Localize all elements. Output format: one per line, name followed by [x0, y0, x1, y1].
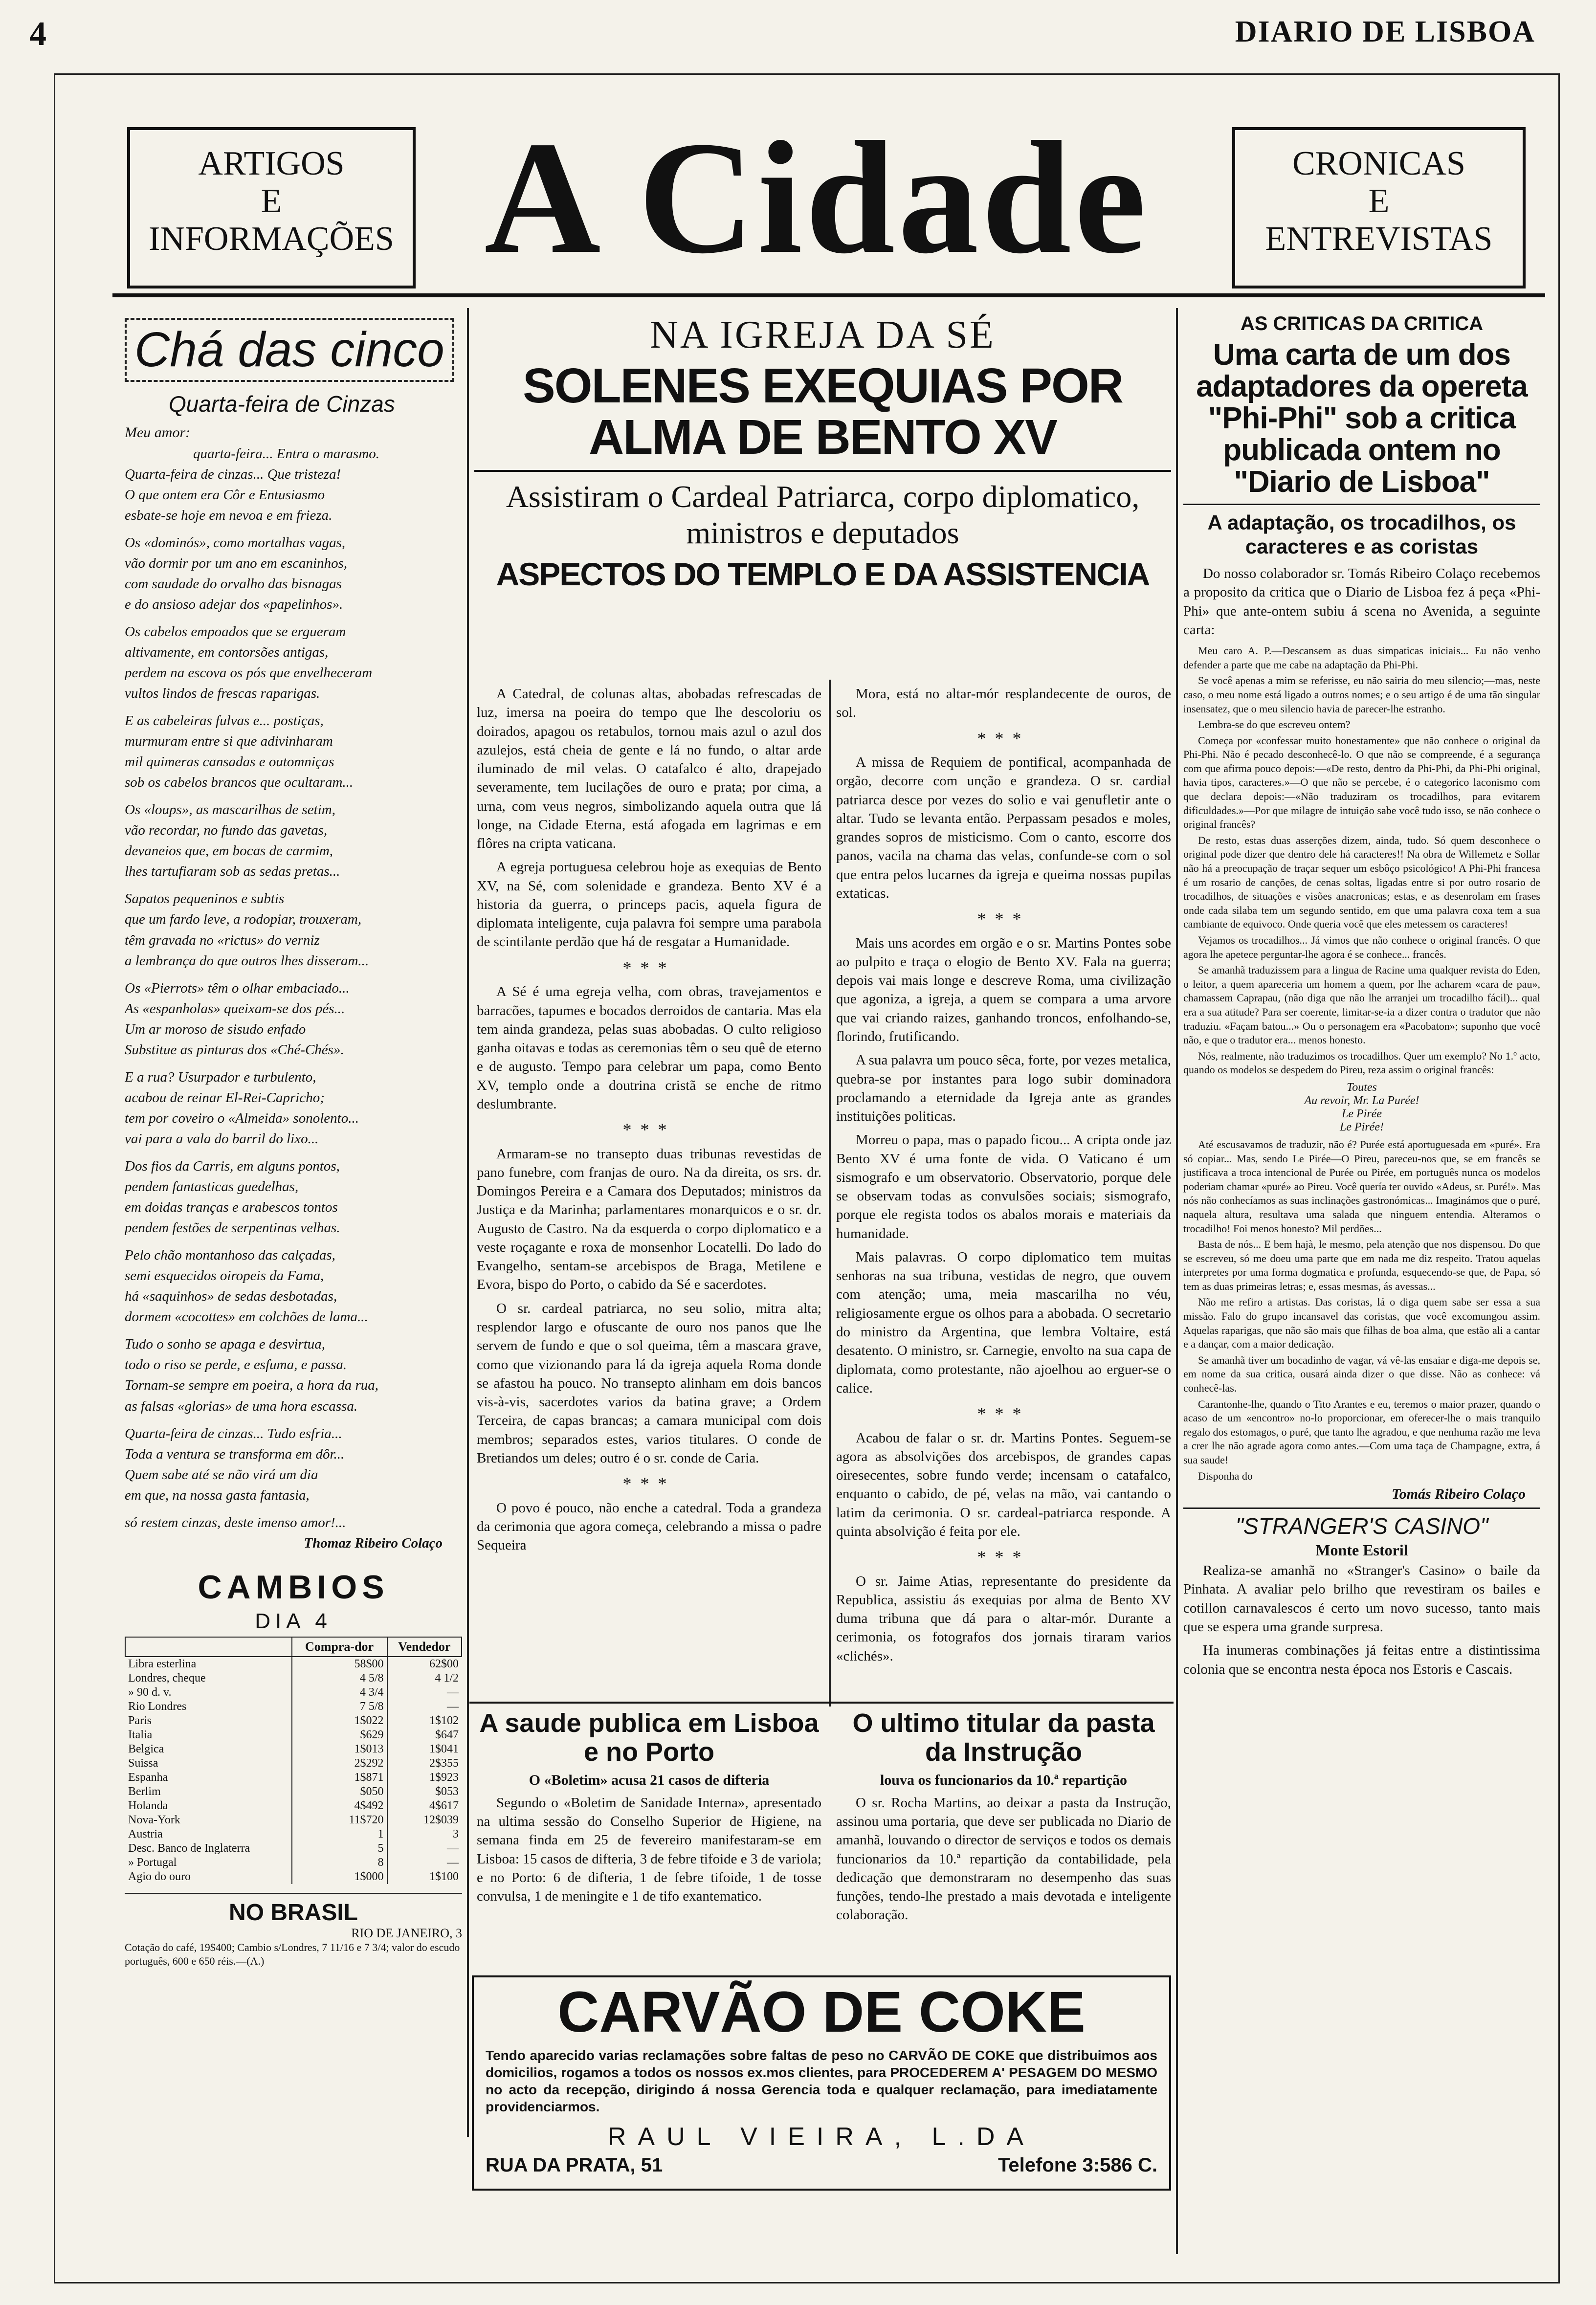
critica-letter-paragraph: Lembra-se do que escreveu ontem?: [1198, 718, 1351, 731]
cambios-buy-rate: 2$292: [292, 1756, 387, 1771]
critica-subhead: A adaptação, os trocadilhos, os caracteres e as coristas: [1207, 511, 1516, 558]
critica-verse-line: Le Pirée: [1342, 1107, 1382, 1120]
masthead-title: A Cidade: [484, 109, 1149, 287]
cambios-buy-rate: $050: [292, 1785, 387, 1799]
exequias-paragraph: ***: [622, 1474, 676, 1494]
cambios-row: [125, 1771, 462, 1785]
cambios-currency: » Portugal: [128, 1856, 177, 1869]
titular-subhead: louva os funcionarios da 10.ª repartição: [880, 1772, 1128, 1788]
cambios-currency: Libra esterlina: [128, 1657, 197, 1670]
poem-line: pendem fantasticas guedelhas,: [125, 1179, 299, 1195]
cambios-sell-rate: 1$102: [387, 1714, 462, 1728]
cambios-table: [125, 1637, 462, 1884]
cambios-sell-rate: —: [387, 1841, 462, 1856]
cambios-buy-rate: $629: [292, 1728, 387, 1742]
cambios-section: [125, 1568, 462, 1884]
poem-line: devaneios que, em bocas de carmim,: [125, 843, 333, 859]
poem-line: têm gravada no «rictus» do verniz: [125, 932, 320, 948]
cambios-buy-rate: 5: [292, 1841, 387, 1856]
critica-letter-paragraph: De resto, estas duas asserções dizem, ainda, tudo. Só quem desconhece o original pode dizer que dentro dele há caracteres!! Na obra de Willemetz e Sollar não há a preocupação de traçar sequer um esbôço psicológico! A Phi-Phi francesa é um rosario de canções, de cenas soltas, ligadas entre si por outro rosario de trocadilhos, de situações e visões anacronicas; estas, e as desenrolam em frases onde cada silaba tem um segundo sentido, em que uma palavra coxa tem a sua cambiante de equivoco. Onde queria você que eles metessem os caracteres!: [1183, 834, 1540, 931]
cambios-sell-rate: 1$041: [387, 1742, 462, 1756]
critica-letter-paragraph: Se amanhã tiver um bocadinho de vagar, vá vê-las ensaiar e diga-me depois se, em nome da sua critica, ousará ainda dizer o que disse. Não as conhece: vá conhecê-las.: [1183, 1353, 1540, 1395]
poem-line: em que, na nossa gasta fantasia,: [125, 1487, 310, 1503]
critica-headline: Uma carta de um dos adaptadores da opereta "Phi-Phi" sob a critica publicada ontem no "Diario de Lisboa": [1196, 338, 1528, 499]
exequias-paragraph: ***: [977, 909, 1030, 929]
poem-line: Quarta-feira de cinzas... Tudo esfria...: [125, 1425, 342, 1441]
cambios-row: [125, 1714, 462, 1728]
saude-article: [477, 1709, 821, 1963]
cambios-sell-rate: 1$100: [387, 1870, 462, 1884]
cambios-row: [125, 1870, 462, 1884]
poem-line: Dos fios da Carris, em alguns pontos,: [125, 1158, 340, 1174]
exequias-paragraph: ***: [977, 1404, 1030, 1424]
left-column: [125, 318, 462, 2249]
poem-line: mil quimeras cansadas e outomniças: [125, 754, 334, 770]
exequias-paragraph: A Sé é uma egreja velha, com obras, travejamentos e barracões, tapumes e bocados derroidos de cantaria. Mas ela tem ainda grandeza, pelas suas abobadas. O culto religioso ganha oitavas e todas as ceremonias têm o seu quê de eterno e de augusto. Tempo para celebrar um papa, como Bento XV, templo onde a doutrina cristã se enche de ritmo deslumbrante.: [477, 984, 821, 1112]
poem-line: altivamente, em contorsões antigas,: [125, 644, 329, 660]
cambios-row: [125, 1799, 462, 1813]
masthead-left-line-1: ARTIGOS: [198, 145, 345, 182]
exequias-paragraph: Armaram-se no transepto duas tribunas revestidas de pano funebre, com franjas de ouro. Na da direita, os srs. dr. Domingos Pereira e a Camara dos Deputados; ministros da Justiça e da Marinha; parlamentares monarquicos e o sr. dr. Augusto de Castro. Na da esquerda o corpo diplomatico e a veste roçagante e roxa de monsenhor Locatelli. Do lado do Evangelho, sentam-se arcebispos de Braga, Metilene e Evora, bispo do Porto, o cabido da Sé e sacerdotes.: [477, 1146, 821, 1293]
coke-ad-title: CARVÃO DE COKE: [557, 1980, 1086, 2044]
cambios-buy-rate: 4 3/4: [292, 1685, 387, 1700]
critica-letter-paragraph: Se você apenas a mim se referisse, eu não sairia do meu silencio;—mas, neste caso, o meu nome está ligado a outros nomes; e o seu artigo é de uma tão singular insensatez, que o meu silencio havia de parecer-lhe estranho.: [1183, 674, 1540, 715]
casino-article: [1183, 1507, 1540, 1679]
titular-article: [836, 1709, 1171, 1963]
cambios-currency: Holanda: [128, 1799, 168, 1812]
poem-line: as falsas «glorias» de uma hora escassa.: [125, 1398, 358, 1414]
cambios-currency: Espanha: [128, 1771, 168, 1784]
cambios-title: CAMBIOS: [198, 1568, 389, 1606]
cambios-header-sell: Vendedor: [387, 1637, 462, 1657]
cambios-currency: Berlim: [128, 1785, 161, 1798]
casino-subtitle: Monte Estoril: [1315, 1541, 1408, 1559]
cambios-buy-rate: 8: [292, 1856, 387, 1870]
exequias-rule-1: [474, 470, 1171, 472]
poem-line: a lembrança do que outros lhes disseram...: [125, 953, 369, 969]
cambios-buy-rate: 1$022: [292, 1714, 387, 1728]
coke-ad-address: RUA DA PRATA, 51: [486, 2154, 663, 2176]
cambios-sell-rate: 12$039: [387, 1813, 462, 1827]
poem-line: com saudade do orvalho das bisnagas: [125, 576, 342, 592]
cambios-buy-rate: 1$000: [292, 1870, 387, 1884]
poem-line: vultos lindos de frescas raparigas.: [125, 686, 320, 702]
exequias-deck: ASPECTOS DO TEMPLO E DA ASSISTENCIA: [496, 556, 1150, 593]
poem-line: Sapatos pequeninos e subtis: [125, 891, 285, 907]
poem-line: Quarta-feira de cinzas... Que tristeza!: [125, 466, 341, 482]
cambios-sell-rate: $053: [387, 1785, 462, 1799]
cambios-buy-rate: 7 5/8: [292, 1700, 387, 1714]
coke-ad-text: Tendo aparecido varias reclamações sobre faltas de peso no CARVÃO DE COKE que distribuimos aos domicilios, rogamos a todos os nossos ex.mos clientes, para PROCEDEREM A' PESAGEM DO MESMO no acto da recepção, dirigindo á nossa Gerencia toda e qualquer reclamação, para imediatamente providenciarmos.: [486, 2048, 1157, 2114]
coke-ad-company: RAUL VIEIRA, L.DA: [607, 2123, 1036, 2151]
critica-letter-paragraph: Disponha do: [1198, 1469, 1253, 1482]
titular-text: O sr. Rocha Martins, ao deixar a pasta da Instrução, assinou uma portaria, que deve ser publicada no Diario de amanhã, louvando o director de serviços e todos os demais funcionarios da 10.ª repartição da contabilidade, pela dedicação que demonstraram no desempenho das suas funções, tendo-lhe prestado a mais devotada e inteligente colaboração.: [836, 1795, 1171, 1923]
right-column: [1183, 313, 1540, 2259]
titular-headline: O ultimo titular da pasta da Instrução: [852, 1709, 1155, 1767]
cambios-sell-rate: 3: [387, 1827, 462, 1841]
cambios-row: [125, 1657, 462, 1671]
critica-verse-line: Toutes: [1347, 1081, 1377, 1094]
exequias-headline: SOLENES EXEQUIAS POR ALMA DE BENTO XV: [523, 358, 1123, 465]
critica-letter-paragraph: Vejamos os trocadilhos... Já vimos que não conhece o original francês. O que agora lhe apetece perguntar-lhe agora é se conhece... francês.: [1183, 934, 1540, 960]
cambios-row: [125, 1742, 462, 1756]
masthead-rule: [112, 293, 1545, 297]
cambios-sell-rate: 4$617: [387, 1799, 462, 1813]
poem-line: Os cabelos empoados que se ergueram: [125, 623, 346, 640]
exequias-paragraph: Mais palavras. O corpo diplomatico tem muitas senhoras na sua tribuna, vestidas de negro, que ouvem com atenção; uma, meia mascarilha no véu, religiosamente ergue os olhos para a abobada. O secretario do ministro da Argentina, que lembra Voltaire, está desatento. O ministro, sr. Carnegie, envolto na sua capa de diplomata, como protestante, não ajoelhou ao erguer-se o calice.: [836, 1249, 1171, 1396]
exequias-text-left: [477, 685, 821, 1702]
poem-line: O que ontem era Côr e Entusiasmo: [125, 487, 325, 503]
casino-title: "STRANGER'S CASINO": [1235, 1513, 1488, 1539]
coke-advertisement: [472, 1975, 1171, 2191]
poem-line: sob os cabelos brancos que ocultaram...: [125, 775, 354, 791]
poem-line: Toda a ventura se transforma em dôr...: [125, 1446, 345, 1462]
no-brasil-text: Cotação do café, 19$400; Cambio s/Londres, 7 11/16 e 7 3/4; valor do escudo português, 600 e 650 réis.—(A.): [125, 1941, 460, 1968]
poem-line: em doidas tranças e arabescos tontos: [125, 1199, 338, 1216]
critica-intro: Do nosso colaborador sr. Tomás Ribeiro Colaço recebemos a proposito da critica que o Diario de Lisboa fez á peça «Phi-Phi» que ante-ontem subiu á scena no Avenida, a seguinte carta:: [1183, 566, 1540, 638]
poem-line: pendem festões de serpentinas velhas.: [125, 1220, 340, 1236]
saude-subhead: O «Boletim» acusa 21 casos de difteria: [529, 1772, 770, 1788]
poem-line: Quem sabe até se não virá um dia: [125, 1466, 318, 1483]
critica-letter-paragraph: Basta de nós... E bem hajà, le mesmo, pela atenção que nos dispensou. Do que se escreveu, só me doeu uma parte que em nada me diz respeito. Tratou aquelas interpretes por uma forma dogmatica e profunda, esquecendo-se que, de Papa, só tem as duas primeiras letras; e, essas mesmas, ás avessas...: [1183, 1238, 1540, 1292]
cambios-row: [125, 1813, 462, 1827]
page-number: 4: [29, 15, 46, 53]
cambios-header-buy: Compra-dor: [292, 1637, 387, 1657]
cambios-buy-rate: 58$00: [292, 1657, 387, 1671]
cambios-currency: Agio do ouro: [128, 1870, 191, 1883]
cambios-currency: Nova-York: [128, 1813, 180, 1826]
saude-headline: A saude publica em Lisboa e no Porto: [479, 1709, 819, 1767]
poem-line: Substitue as pinturas dos «Ché-Chés».: [125, 1042, 344, 1058]
exequias-paragraph: ***: [977, 1547, 1030, 1567]
critica-letter-part-1: [1183, 644, 1540, 1077]
running-head: [29, 15, 1535, 59]
column-rule-center: [829, 680, 831, 1707]
critica-letter-paragraph: Até escusavamos de traduzir, não é? Purée está aportuguesada em «puré». Era só copiar... Mas, sendo Le Pirée—O Pireu, pareceu-nos que, se em francês se justificava a troca intencional de Purée ou Pirée, em português nunca os modelos poderiam chamar «puré» ao Pireu. Você quería ter ouvido «Adeus, sr. Puré!». Mas nós não conhecíamos as suas inclinações gastronómicas... Imaginámos que o puré, naquela altura, resultava uma salada que ninguem entendia. Alteramos o trocadilho! Foi menos honesto? Mil perdões...: [1183, 1138, 1540, 1235]
cambios-currency: Austria: [128, 1827, 163, 1840]
exequias-paragraph: O povo é pouco, não enche a catedral. Toda a grandeza da cerimonia que agora começa, celebrando a missa o padre Sequeira: [477, 1500, 821, 1553]
masthead-right-line-3: ENTREVISTAS: [1265, 220, 1493, 258]
critica-verse-line: Le Pirée!: [1340, 1120, 1384, 1133]
cambios-sell-rate: 1$923: [387, 1771, 462, 1785]
critica-letter-paragraph: Carantonhe-lhe, quando o Tito Arantes e eu, teremos o maior prazer, quando o acaso de um «encontro» no-lo proporcionar, em oferecer-lhe o mais tranquilo regalo dos estomagos, o puré, que tanto lhe agradou, e que nenhuma razão me leva a crer lhe não agrade agora como antes.—Com uma taça de Champagne, extra, á sua saude!: [1183, 1397, 1540, 1466]
cambios-currency: Belgica: [128, 1742, 164, 1755]
center-mid-rule: [469, 1702, 1174, 1704]
cambios-row: [125, 1756, 462, 1771]
exequias-subhead: Assistiram o Cardeal Patriarca, corpo diplomatico, ministros e deputados: [506, 479, 1140, 550]
cambios-currency: Desc. Banco de Inglaterra: [128, 1841, 250, 1855]
cambios-sell-rate: —: [387, 1856, 462, 1870]
cambios-currency: Paris: [128, 1714, 152, 1727]
exequias-paragraph: O sr. Jaime Atias, representante do presidente da Republica, assistiu ás exequias por alma de Bento XV duma tribuna que dá para o altar-mór. Durante a cerimonia, os fotografos dos jornais tiraram varios «clichés».: [836, 1573, 1171, 1664]
critica-letter-paragraph: Nós, realmente, não traduzimos os trocadilhos. Quer um exemplo? No 1.º acto, quando os modelos se despedem do Pireu, reza assim o original francês:: [1183, 1049, 1540, 1076]
cambios-buy-rate: 4 5/8: [292, 1671, 387, 1685]
cambios-row: [125, 1827, 462, 1841]
critica-letter-part-2: [1183, 1138, 1540, 1483]
no-brasil-section: [125, 1893, 462, 1969]
critica-letter-paragraph: Começa por «confessar muito honestamente» que não conhece o original da Phi-Phi. Não é pecado desconhecê-lo. O que não se compreende, é a segurança com que afirma pouco depois:—«De resto, dentro da Phi-Phi, da Phi-Phi original, havia tipos, caracteres.»—O que não se percebe, é o categorico laconismo com que declara depois:—«Não traduziram os trocadilhos, para evitarem dificuldades.»—Por que milagre de intuição sabe você tudo isso, se não conhece o original francês?: [1183, 734, 1540, 831]
critica-letter-paragraph: Se amanhã traduzissem para a lingua de Racine uma qualquer revista do Eden, o leitor, a quem apareceria um homem a quem, por lhe acharem «cara de pau», chamassem Caprapau, (não diga que não lhe arranjei um trocadilho fácil)... qual era a sua atitude? Para ser coerente, limitar-se-ia a dizer contra o tradutor que não traduziu. «Façam batou...» Ou o personagem era «Pacobaton»; suponho que você não, e que o tradutor era... menos honesto.: [1183, 964, 1540, 1046]
cambios-row: [125, 1700, 462, 1714]
poem-line: Tudo o sonho se apaga e desvirtua,: [125, 1336, 326, 1352]
casino-paragraph: Ha inumeras combinações já feitas entre a distintissima colonia que se encontra nesta época nos Estoris e Cascais.: [1183, 1642, 1540, 1677]
cambios-row: [125, 1685, 462, 1700]
cambios-sell-rate: $647: [387, 1728, 462, 1742]
poem-line: só restem cinzas, deste imenso amor!...: [125, 1514, 346, 1530]
exequias-paragraph: A sua palavra um pouco sêca, forte, por vezes metalica, quebra-se por instantes para logo subir dominadora proclamando a eternidade da Igreja ante as grandes instituições politicas.: [836, 1052, 1171, 1125]
exequias-paragraph: A Catedral, de colunas altas, abobadas refrescadas de luz, imersa na poeira do tempo que lhe descoloriu os doirados, apagou os retabulos, tornou mais azul o azul dos azulejos, está cheia de gente e lá no fundo, o altar arde iluminado de mil velas. O catafalco é alto, drapejado severamente, tem lucilações de ouro e prata; por cima, a urna, com veus negros, simbolizando aquela outra que lá longe, na Cidade Eterna, está afogada em lagrimas e em flôres na cripta vaticana.: [477, 686, 821, 852]
poem-line: Pelo chão montanhoso das calçadas,: [125, 1247, 335, 1263]
exequias-paragraph: Acabou de falar o sr. dr. Martins Pontes. Seguem-se agora as absolvições dos arcebispos, de grandes capas oiresecentes, sobre fundo verde; incensam o catafalco, enquanto o cabido, de pé, velas na mão, vai cantando o latim da cerimonia. O sr. cardeal-patriarca responde. A quinta absolvição é feita por ele.: [836, 1430, 1171, 1539]
saude-text: Segundo o «Boletim de Sanidade Interna», apresentado na ultima sessão do Conselho Superior de Higiene, na semana finda em 25 de fevereiro manifestaram-se em Lisboa: 15 casos de difteria, 3 de febre tifoide e 3 de variola; e no Porto: 6 de difteria, 1 de febre tifoide, 1 de tosse convulsa, 1 de meningite e 1 de tifo exantematico.: [477, 1795, 821, 1905]
cambios-sell-rate: —: [387, 1700, 462, 1714]
critica-letter-paragraph: Meu caro A. P.—Descansem as duas simpaticas iniciais... Eu não venho defender a parte que me cabe na adaptação da Phi-Phi.: [1183, 644, 1540, 671]
cambios-date: DIA 4: [255, 1609, 332, 1633]
poem-line: Os «Pierrots» têm o olhar embaciado...: [125, 980, 350, 996]
exequias-paragraph: Mais uns acordes em orgão e o sr. Martins Pontes sobe ao pulpito e traça o elogio de Bento XV. Fala na guerra; depois vai mais longe e descreve Roma, uma civilização que agoniza, a igreja, a quem se compara a uma arvore que vai criando raizes, ganhando troncos, enfolhando-se, florindo, frutificando.: [836, 935, 1171, 1045]
salutation: Meu amor:: [125, 424, 191, 441]
poem-line: vai para a vala do barril do lixo...: [125, 1130, 319, 1147]
masthead-left-box: [127, 127, 416, 288]
cambios-row: [125, 1671, 462, 1685]
exequias-paragraph: Mora, está no altar-mór resplandecente de ouros, de sol.: [836, 686, 1171, 721]
cambios-currency: Rio Londres: [128, 1700, 187, 1713]
poem-line: todo o riso se perde, e esfuma, e passa.: [125, 1357, 347, 1373]
exequias-paragraph: ***: [622, 1120, 676, 1140]
masthead-right-box: [1232, 127, 1526, 288]
poem-line: vão recordar, no fundo das gavetas,: [125, 822, 328, 839]
poem-line: Um ar moroso de sisudo enfado: [125, 1021, 306, 1037]
poem-line: lhes tartufiaram sob as sedas pretas...: [125, 864, 340, 880]
poem-line: Os «loups», as mascarilhas de setim,: [125, 802, 335, 818]
cambios-sell-rate: —: [387, 1685, 462, 1700]
poem-line: que um fardo leve, a rodopiar, trouxeram,: [125, 911, 362, 928]
column-rule-right: [1176, 308, 1178, 2254]
casino-text: [1183, 1561, 1540, 1679]
poem-subtitle: Quarta-feira de Cinzas: [169, 391, 395, 417]
cambios-header-currency: [125, 1637, 292, 1657]
newspaper-name: DIARIO DE LISBOA: [1235, 15, 1535, 48]
critica-kicker: AS CRITICAS DA CRITICA: [1240, 313, 1484, 334]
poem-line: E as cabeleiras fulvas e... postiças,: [125, 713, 324, 729]
no-brasil-dateline: RIO DE JANEIRO, 3: [351, 1926, 462, 1940]
critica-verse-line: Au revoir, Mr. La Purée!: [1304, 1094, 1419, 1107]
poem-line: e do ansioso adejar dos «papelinhos».: [125, 596, 343, 612]
cambios-sell-rate: 2$355: [387, 1756, 462, 1771]
cambios-buy-rate: 4$492: [292, 1799, 387, 1813]
exequias-paragraph: A egreja portuguesa celebrou hoje as exequias de Bento XV, na Sé, com solenidade e grandeza. Bento XV é a historia da guerra, o princeps pacis, aquela figura de diplomata inteligente, cuja palavra foi sempre uma parabola de scintilante perdão que há de resgatar a Humanidade.: [477, 859, 821, 950]
cambios-currency: » 90 d. v.: [128, 1685, 172, 1699]
cambios-row: [125, 1728, 462, 1742]
poem-line: esbate-se hoje em nevoa e em frieza.: [125, 507, 332, 523]
cambios-sell-rate: 62$00: [387, 1657, 462, 1671]
critica-letter-paragraph: Não me refiro a artistas. Das coristas, lá o diga quem sabe ser essa a sua missão. Falo do grupo incansavel das coristas, que você excomungou assim. Aquelas raparigas, que não são mais que filhas de boa alma, que estão ali a cantar e a dançar, com a maior dedicação.: [1183, 1296, 1540, 1351]
poem-line: murmuram entre si que adivinharam: [125, 733, 333, 750]
cambios-currency: Suissa: [128, 1756, 158, 1770]
cambios-currency: Italia: [128, 1728, 153, 1741]
cambios-buy-rate: 1$013: [292, 1742, 387, 1756]
masthead-right-line-2: E: [1368, 182, 1390, 220]
cha-das-cinco-title: Chá das cinco: [134, 322, 444, 377]
critica-rule: [1183, 504, 1540, 505]
cha-das-cinco-title-box: [125, 318, 454, 382]
poem-line: há «saquinhos» de sedas desbotadas,: [125, 1288, 337, 1305]
exequias-paragraph: ***: [977, 728, 1030, 748]
exequias-paragraph: A missa de Requiem de pontifical, acompanhada de orgão, decorre com unção e grandeza. O sr. cardial patriarca desce por vezes do solio e vai genufletir ante o altar. Tudo se levanta então. Perpassam pesados e moles, grandes sopros de misticismo. Com o canto, escorre dos panos, vacila na chama das velas, confunde-se com o sol que entra pelos lucarnes da igreja e queima nossas pupilas extaticas.: [836, 754, 1171, 901]
poem-line: quarta-feira... Entra o marasmo.: [193, 445, 380, 462]
no-brasil-title: NO BRASIL: [229, 1899, 358, 1926]
poem-line: semi esquecidos oiropeis da Fama,: [125, 1268, 324, 1284]
cambios-currency: Londres, cheque: [128, 1671, 206, 1684]
exequias-paragraph: O sr. cardeal patriarca, no seu solio, mitra alta; resplendor largo e ofuscante de ouro nos panos que lhe servem de fundo e que o sol queima, têm a mascara grave, como que vizionando para lá da igreja aquela Roma donde se afastou ha pouco. No transepto alinham em dois bancos vis-à-vis, sacerdotes varios da batina grave; a Ordem Terceira, de capas brancas; a camara municipal com dois membros; separados estes, varios titulares. O conde de Bretiandos um deles; outro é o sr. conde de Caria.: [477, 1300, 821, 1466]
masthead-right-line-1: CRONICAS: [1292, 145, 1465, 182]
cambios-row: [125, 1856, 462, 1870]
critica-verse: [1183, 1081, 1540, 1134]
poem-line: Os «dominós», como mortalhas vagas,: [125, 534, 346, 551]
cambios-buy-rate: 1: [292, 1827, 387, 1841]
cambios-row: [125, 1785, 462, 1799]
column-rule-left: [467, 308, 469, 2137]
poem-line: vão dormir por um ano em escaninhos,: [125, 555, 348, 571]
masthead-left-line-3: INFORMAÇÕES: [149, 220, 394, 258]
cambios-buy-rate: 11$720: [292, 1813, 387, 1827]
poem-line: Tornam-se sempre em poeira, a hora da rua,: [125, 1377, 379, 1394]
poem: [125, 443, 462, 1553]
poem-line: Thomaz Ribeiro Colaço: [304, 1535, 443, 1551]
masthead-left-line-2: E: [261, 182, 282, 220]
center-head: [474, 313, 1171, 685]
exequias-paragraph: Morreu o papa, mas o papado ficou... A cripta onde jaz Bento XV é uma fonte de vida. O Vaticano é um sismografo e um observatorio. Observatorio, porque dele se observam todas as convulsões sociais; sismografo, porque ele regista todos os abalos morais e materiais da humanidade.: [836, 1132, 1171, 1241]
critica-signature: Tomás Ribeiro Colaço: [1392, 1486, 1526, 1503]
exequias-text-right: [836, 685, 1171, 1702]
cambios-buy-rate: 1$871: [292, 1771, 387, 1785]
poem-line: acabou de reinar El-Rei-Capricho;: [125, 1089, 325, 1106]
casino-paragraph: Realiza-se amanhã no «Stranger's Casino» o baile da Pinhata. A avaliar pelo brilho que revestiram os bailes e cotillon carnavalescos é certo um novo sucesso, tanto mais que se espera uma grande surpresa.: [1183, 1563, 1540, 1635]
poem-line: E a rua? Usurpador e turbulento,: [125, 1069, 316, 1085]
cambios-sell-rate: 4 1/2: [387, 1671, 462, 1685]
exequias-paragraph: ***: [622, 957, 676, 977]
poem-line: As «espanholas» queixam-se dos pés...: [125, 1000, 345, 1017]
cambios-row: [125, 1841, 462, 1856]
poem-line: perdem na escova os pós que envelheceram: [125, 665, 373, 681]
coke-ad-phone: Telefone 3:586 C.: [998, 2154, 1157, 2176]
poem-line: dormem «cocottes» em colchões de lama...: [125, 1309, 368, 1325]
exequias-kicker: NA IGREJA DA SÉ: [650, 313, 996, 356]
poem-line: tem por coveiro o «Almeida» sonolento...: [125, 1110, 359, 1126]
